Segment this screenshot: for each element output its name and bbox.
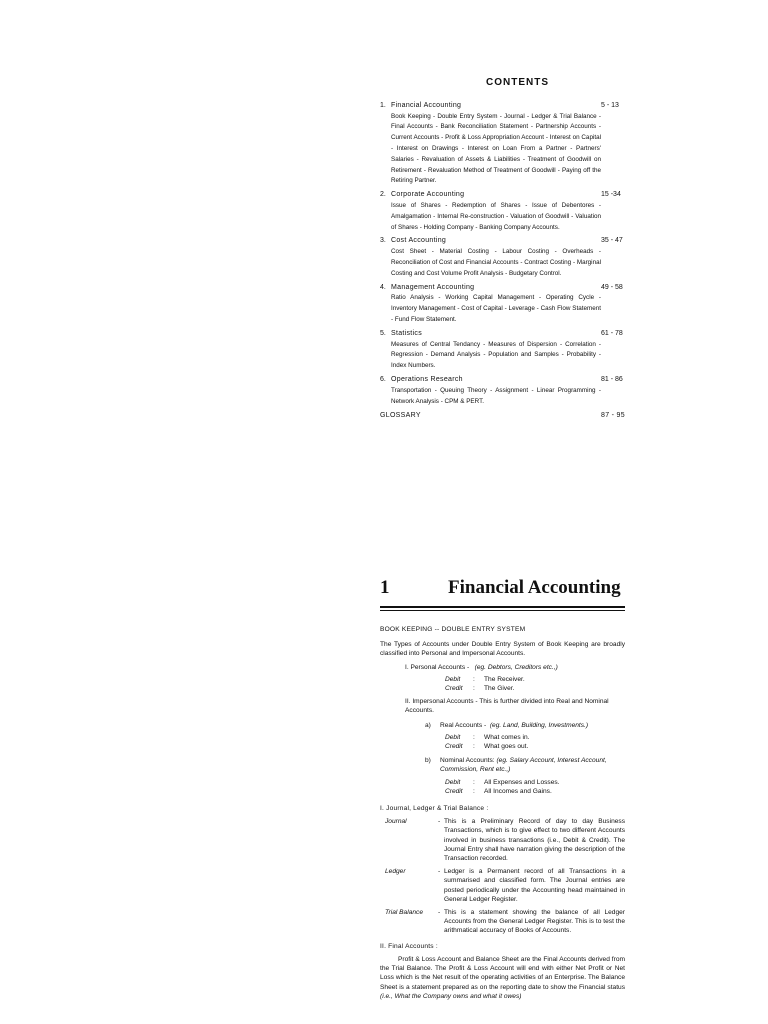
final-accounts-paragraph: [380, 955, 625, 1001]
toc-list: [380, 101, 625, 408]
chapter-number: 1: [380, 577, 390, 598]
nominal-example: (eg. Salary Account, Interest Account, Commission, Rent etc.,): [440, 757, 607, 774]
toc-entry: [380, 283, 625, 326]
real-label: Real Accounts -: [440, 721, 487, 729]
toc-number: 4.: [380, 283, 386, 291]
toc-title: GLOSSARY: [380, 412, 421, 420]
definition-dash: -: [438, 868, 441, 876]
credit-value: The Giver.: [484, 685, 515, 693]
sub-label: b): [425, 757, 431, 765]
definition-dash: -: [438, 818, 441, 826]
toc-pages: 5 - 13: [601, 101, 619, 109]
definition-dash: -: [438, 909, 441, 917]
impersonal-accounts: II. Impersonal Accounts - This is further divided into Real and Nominal Accounts.: [405, 698, 609, 715]
chapter-title: Financial Accounting: [448, 577, 621, 598]
definition-list: [380, 817, 625, 935]
debit-value: The Receiver.: [484, 675, 525, 683]
definition-text: This is a statement showing the balance of all Ledger Accounts from the General Ledger Register. This is to test the arithmatical accuracy of Books of Accounts.: [444, 909, 625, 935]
credit-rule: Credit : All Incomes and Gains.: [445, 787, 552, 795]
real-example: (eg. Land, Building, Investments.): [489, 721, 589, 729]
final-text: Profit & Loss Account and Balance Sheet are the Final Accounts derived from the Trial Balance. The Profit & Loss Account will end with either Net Profit or Net Loss which is the Net result of the operating activities of an Enterprise. The Balance Sheet is a statement prepared as on the reporting date to show the Financial status: [380, 955, 625, 991]
debit-rule: Debit : The Receiver.: [445, 675, 525, 683]
debit-key: Debit: [445, 675, 461, 683]
credit-key: Credit: [445, 787, 463, 795]
debit-value: What comes in.: [484, 733, 530, 741]
debit-rule: Debit : What comes in.: [445, 733, 530, 741]
contents-title: CONTENTS: [486, 77, 549, 88]
definition-text: This is a Preliminary Record of day to day Business Transactions, which is to give effect to two different Accounts involved in business transactions (i.e., Debit & Credit). The Journal Entry shall have narration giving the description of the Transaction recorded.: [444, 818, 625, 863]
toc-pages: 35 - 47: [601, 237, 623, 245]
definition-text: Ledger is a Permanent record of all Transactions in a summarised and classified form. The Journal entries are posted periodically under the Accounting head maintained in General Ledger Register.: [444, 868, 625, 903]
toc-pages: 15 -34: [601, 191, 621, 199]
toc-entry: [380, 101, 625, 187]
toc-description: Ratio Analysis - Working Capital Management - Operating Cycle - Inventory Management - Cost of Capital - Leverage - Cash Flow Statement - Fund Flow Statement.: [391, 294, 601, 323]
toc-pages: 61 - 78: [601, 329, 623, 337]
toc-description: Transportation - Queuing Theory - Assignment - Linear Programming - Network Analysis - CPM & PERT.: [391, 386, 601, 405]
toc-pages: 49 - 58: [601, 283, 623, 291]
sub-label: a): [425, 721, 431, 729]
debit-value: All Expenses and Losses.: [484, 778, 560, 786]
toc-title: Cost Accounting: [391, 237, 447, 245]
toc-number: 6.: [380, 375, 386, 383]
final-italic: (i.e., What the Company owns and what it owes): [380, 992, 522, 1000]
debit-key: Debit: [445, 733, 461, 741]
credit-key: Credit: [445, 685, 463, 693]
section-heading: BOOK KEEPING -- DOUBLE ENTRY SYSTEM: [380, 626, 526, 633]
definition-term: Journal: [385, 818, 407, 826]
toc-number: 1.: [380, 101, 386, 109]
credit-rule: Credit : What goes out.: [445, 743, 529, 751]
personal-label: I. Personal Accounts -: [405, 663, 470, 671]
toc-entry: [380, 190, 625, 233]
toc-entry: [380, 329, 625, 372]
chapter-heading: [380, 577, 625, 599]
definition-row: [380, 908, 625, 936]
toc-pages: 81 - 86: [601, 375, 623, 383]
toc-entry-glossary: [380, 411, 625, 422]
toc-title: Management Accounting: [391, 283, 475, 291]
debit-rule: Debit : All Expenses and Losses.: [445, 778, 560, 786]
credit-rule: Credit : The Giver.: [445, 685, 515, 693]
toc-description: Cost Sheet - Material Costing - Labour Costing - Overheads - Reconciliation of Cost and Financial Accounts - Contract Costing - Marginal Costing and Cost Volume Profit Analysis - Budgetary Control.: [391, 248, 601, 277]
chapter-rule: [380, 606, 625, 608]
toc-pages: 87 - 95: [601, 412, 625, 420]
definition-term: Ledger: [385, 868, 406, 876]
intro-paragraph: The Types of Accounts under Double Entry System of Book Keeping are broadly classified into Personal and Impersonal Accounts.: [380, 641, 625, 658]
personal-accounts: [405, 663, 625, 672]
chapter-rule: [380, 610, 625, 611]
credit-value: All Incomes and Gains.: [484, 787, 552, 795]
toc-description: Book Keeping - Double Entry System - Journal - Ledger & Trial Balance - Final Accounts - Bank Reconciliation Statement - Partnership Accounts - Current Accounts - Profit & Loss Appropriation Account - Interest on Capital - Interest on Drawings - Interest on Loan From a Partner - Partners' Salaries - Revaluation of Assets & Liabilities - Treatment of Goodwill on Retirement - Revaluation Method of Treatment of Goodwill - Paying off the Retiring Partner.: [391, 112, 601, 185]
nominal-accounts: [425, 756, 625, 774]
debit-key: Debit: [445, 778, 461, 786]
chapter-section: [380, 577, 625, 1001]
toc-title: Corporate Accounting: [391, 191, 465, 199]
toc-description: Issue of Shares - Redemption of Shares - Issue of Debentores - Amalgamation - Internal Re-construction - Valuation of Goodwill - Valuation of Shares - Holding Company - Banking Company Accounts.: [391, 201, 601, 231]
nominal-label: Nominal Accounts:: [440, 757, 495, 765]
toc-entry: [380, 236, 625, 279]
toc-number: 2.: [380, 191, 386, 199]
personal-example: (eg. Debtors, Creditors etc.,): [474, 663, 558, 671]
credit-value: What goes out.: [484, 743, 529, 751]
definition-row: [380, 817, 625, 863]
definition-row: [380, 867, 625, 904]
toc-number: 5.: [380, 329, 386, 337]
chapter-body: [380, 625, 625, 1001]
real-accounts: [425, 721, 625, 730]
toc-number: 3.: [380, 237, 386, 245]
toc-description: Measures of Central Tendancy - Measures of Dispersion - Correlation - Regression - Demand Analysis - Population and Samples - Probability - Index Numbers.: [391, 340, 601, 370]
toc-title: Statistics: [391, 329, 423, 337]
toc-title: Operations Research: [391, 375, 463, 383]
journal-heading: I. Journal, Ledger & Trial Balance :: [380, 805, 489, 813]
definition-term: Trial Balance: [385, 909, 423, 917]
credit-key: Credit: [445, 743, 463, 751]
contents-section: [380, 78, 625, 422]
final-accounts-heading: II. Final Accounts :: [380, 942, 438, 950]
toc-title: Financial Accounting: [391, 101, 462, 109]
toc-entry: [380, 375, 625, 407]
